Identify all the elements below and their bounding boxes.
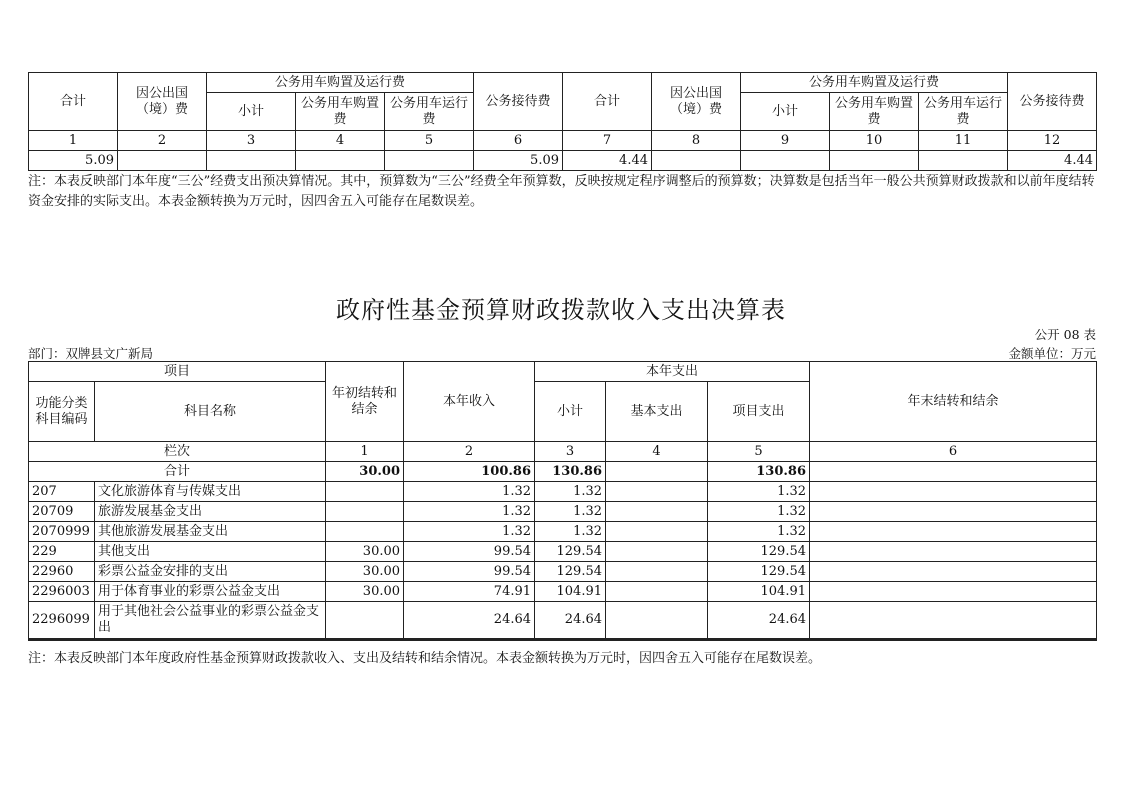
header-begin-balance: 年初结转和结余 bbox=[326, 362, 404, 442]
data-cell: 1.32 bbox=[404, 522, 535, 542]
header-operate: 公务用车运行费 bbox=[919, 93, 1008, 131]
header-vehicle-group: 公务用车购置及运行费 bbox=[741, 73, 1008, 93]
row-code: 229 bbox=[29, 542, 95, 562]
total-label: 合计 bbox=[29, 462, 326, 482]
data-cell bbox=[606, 462, 708, 482]
col-number: 3 bbox=[207, 131, 296, 151]
data-cell bbox=[810, 522, 1097, 542]
data-cell bbox=[810, 562, 1097, 582]
three-public-expenses-table bbox=[28, 72, 1097, 171]
data-cell: 1.32 bbox=[535, 482, 606, 502]
col-number: 4 bbox=[606, 442, 708, 462]
header-reception: 公务接待费 bbox=[474, 73, 563, 131]
header-code: 功能分类科目编码 bbox=[29, 382, 95, 442]
data-cell: 74.91 bbox=[404, 582, 535, 602]
col-number: 7 bbox=[563, 131, 652, 151]
data-cell: 129.54 bbox=[708, 542, 810, 562]
header-total: 合计 bbox=[29, 73, 118, 131]
data-cell: 129.54 bbox=[535, 562, 606, 582]
data-cell bbox=[810, 502, 1097, 522]
data-cell: 24.64 bbox=[535, 602, 606, 640]
header-subtotal: 小计 bbox=[535, 382, 606, 442]
row-code: 2296099 bbox=[29, 602, 95, 640]
data-cell bbox=[606, 542, 708, 562]
row-name: 其他支出 bbox=[95, 542, 326, 562]
data-cell bbox=[326, 482, 404, 502]
col-number: 12 bbox=[1008, 131, 1097, 151]
header-total: 合计 bbox=[563, 73, 652, 131]
data-cell bbox=[606, 502, 708, 522]
table-row bbox=[29, 482, 1097, 502]
row-name: 用于其他社会公益事业的彩票公益金支出 bbox=[95, 602, 326, 640]
data-cell bbox=[810, 602, 1097, 640]
header-vehicle-group: 公务用车购置及运行费 bbox=[207, 73, 474, 93]
data-cell bbox=[606, 582, 708, 602]
note-gov-fund: 注：本表反映部门本年度政府性基金预算财政拨款收入、支出及结转和结余情况。本表金额转换为万元时，因四舍五入可能存在尾数误差。 bbox=[28, 651, 822, 666]
col-number: 2 bbox=[404, 442, 535, 462]
col-number: 6 bbox=[474, 131, 563, 151]
col-number: 5 bbox=[708, 442, 810, 462]
data-cell: 1.32 bbox=[708, 482, 810, 502]
header-subtotal: 小计 bbox=[207, 93, 296, 131]
data-cell: 5.09 bbox=[474, 151, 563, 171]
amount-unit: 金额单位：万元 bbox=[1008, 346, 1096, 361]
row-code: 2296003 bbox=[29, 582, 95, 602]
table-row bbox=[29, 502, 1097, 522]
header-purchase: 公务用车购置费 bbox=[296, 93, 385, 131]
table-row bbox=[29, 602, 1097, 640]
header-reception: 公务接待费 bbox=[1008, 73, 1097, 131]
col-number: 1 bbox=[29, 131, 118, 151]
row-code: 207 bbox=[29, 482, 95, 502]
data-cell bbox=[207, 151, 296, 171]
data-cell bbox=[810, 542, 1097, 562]
data-cell: 4.44 bbox=[563, 151, 652, 171]
row-name: 其他旅游发展基金支出 bbox=[95, 522, 326, 542]
col-number: 1 bbox=[326, 442, 404, 462]
data-cell: 1.32 bbox=[708, 522, 810, 542]
col-number: 8 bbox=[652, 131, 741, 151]
data-cell: 100.86 bbox=[404, 462, 535, 482]
department: 部门：双牌县文广新局 bbox=[28, 346, 154, 361]
row-code: 20709 bbox=[29, 502, 95, 522]
data-cell: 30.00 bbox=[326, 562, 404, 582]
data-cell: 30.00 bbox=[326, 542, 404, 562]
header-end-balance: 年末结转和结余 bbox=[810, 362, 1097, 442]
header-income: 本年收入 bbox=[404, 362, 535, 442]
data-cell: 4.44 bbox=[1008, 151, 1097, 171]
header-abroad: 因公出国（境）费 bbox=[118, 73, 207, 131]
data-cell: 99.54 bbox=[404, 542, 535, 562]
table-row bbox=[29, 562, 1097, 582]
header-subtotal: 小计 bbox=[741, 93, 830, 131]
header-abroad: 因公出国（境）费 bbox=[652, 73, 741, 131]
form-number: 公开 08 表 bbox=[1034, 327, 1096, 342]
data-cell: 1.32 bbox=[708, 502, 810, 522]
data-cell bbox=[810, 482, 1097, 502]
col-number: 4 bbox=[296, 131, 385, 151]
header-basic: 基本支出 bbox=[606, 382, 708, 442]
data-cell bbox=[326, 602, 404, 640]
row-name: 旅游发展基金支出 bbox=[95, 502, 326, 522]
gov-fund-budget-table bbox=[28, 361, 1097, 641]
data-cell bbox=[606, 522, 708, 542]
data-cell: 129.54 bbox=[535, 542, 606, 562]
table-row bbox=[29, 582, 1097, 602]
data-cell: 130.86 bbox=[535, 462, 606, 482]
data-cell: 99.54 bbox=[404, 562, 535, 582]
header-item: 项目 bbox=[29, 362, 326, 382]
data-cell: 104.91 bbox=[535, 582, 606, 602]
col-number: 3 bbox=[535, 442, 606, 462]
data-cell bbox=[326, 522, 404, 542]
data-cell bbox=[606, 482, 708, 502]
col-number: 10 bbox=[830, 131, 919, 151]
table-row bbox=[29, 522, 1097, 542]
data-cell bbox=[606, 602, 708, 640]
row-name: 彩票公益金安排的支出 bbox=[95, 562, 326, 582]
data-cell: 24.64 bbox=[404, 602, 535, 640]
col-number: 9 bbox=[741, 131, 830, 151]
data-cell: 129.54 bbox=[708, 562, 810, 582]
data-cell: 1.32 bbox=[404, 502, 535, 522]
data-cell bbox=[326, 502, 404, 522]
data-cell bbox=[118, 151, 207, 171]
data-cell: 30.00 bbox=[326, 462, 404, 482]
data-cell bbox=[810, 462, 1097, 482]
data-cell bbox=[810, 582, 1097, 602]
data-cell bbox=[606, 562, 708, 582]
data-cell: 104.91 bbox=[708, 582, 810, 602]
col-number: 6 bbox=[810, 442, 1097, 462]
col-label: 栏次 bbox=[29, 442, 326, 462]
data-cell bbox=[741, 151, 830, 171]
col-number: 5 bbox=[385, 131, 474, 151]
page-title: 政府性基金预算财政拨款收入支出决算表 bbox=[336, 296, 786, 324]
header-operate: 公务用车运行费 bbox=[385, 93, 474, 131]
row-code: 2070999 bbox=[29, 522, 95, 542]
data-cell: 130.86 bbox=[708, 462, 810, 482]
header-project: 项目支出 bbox=[708, 382, 810, 442]
row-name: 用于体育事业的彩票公益金支出 bbox=[95, 582, 326, 602]
data-cell bbox=[830, 151, 919, 171]
data-cell: 30.00 bbox=[326, 582, 404, 602]
header-expense: 本年支出 bbox=[535, 362, 810, 382]
col-number: 2 bbox=[118, 131, 207, 151]
note-three-public: 注：本表反映部门本年度“三公”经费支出预决算情况。其中，预算数为“三公”经费全年预算数，反映按规定程序调整后的预算数；决算数是包括当年一般公共预算财政拨款和以前年度结转资金安排的实际支出。本表金额转换为万元时，因四舍五入可能存在尾数误差。 bbox=[28, 174, 1095, 209]
data-cell: 24.64 bbox=[708, 602, 810, 640]
col-number: 11 bbox=[919, 131, 1008, 151]
data-cell bbox=[296, 151, 385, 171]
data-cell bbox=[919, 151, 1008, 171]
data-cell: 1.32 bbox=[404, 482, 535, 502]
data-cell bbox=[652, 151, 741, 171]
data-cell: 1.32 bbox=[535, 502, 606, 522]
table-row bbox=[29, 542, 1097, 562]
row-name: 文化旅游体育与传媒支出 bbox=[95, 482, 326, 502]
data-cell: 5.09 bbox=[29, 151, 118, 171]
row-code: 22960 bbox=[29, 562, 95, 582]
total-row bbox=[29, 462, 1097, 482]
header-name: 科目名称 bbox=[95, 382, 326, 442]
data-cell bbox=[385, 151, 474, 171]
header-purchase: 公务用车购置费 bbox=[830, 93, 919, 131]
data-cell: 1.32 bbox=[535, 522, 606, 542]
